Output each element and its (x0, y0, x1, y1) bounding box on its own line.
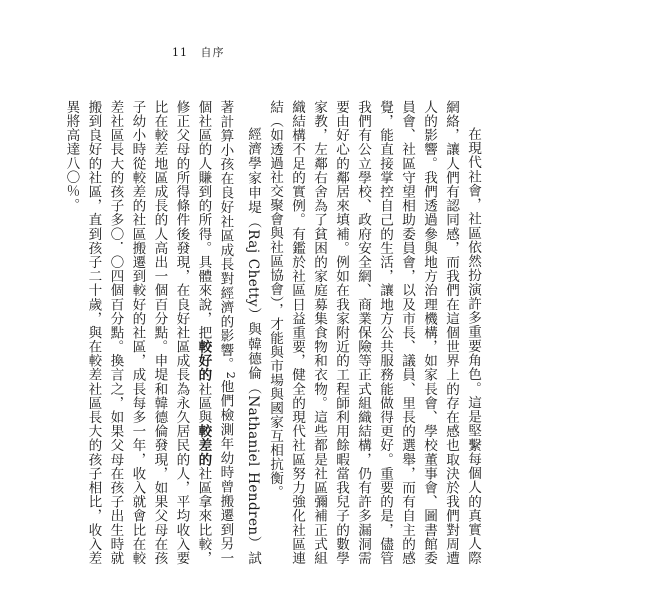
paragraph-2-seg-1: 經濟學家申堤（Raj Chetty）與韓德倫（Nathaniel Hendren）試著計算小孩在良好社區成長對經濟的影響。 (217, 100, 261, 565)
page-number: 11 (172, 46, 188, 59)
paragraph-1-text: 在現代社會，社區依然扮演許多重要角色。這是堅繫每個人的真實人際網絡，讓人們有認同感，而我們在這個世界上的存在感也取決於我們對周遭人的影響。我們透過參與地方治理機構，如家長會、學校董事會、圖書館委員會、社區守望相助委員會，以及市長、議員、里長的選舉，而有自主的感覺，能直接掌控自己的生活，讓地方公共服務能做得更好。重要的是，儘管我們有公立學校、政府安全網、商業保險等正式組織結構，仍有許多漏洞需要由好心的鄰居來填補。例如在我家附近的工程師利用餘暇當我兒子的數學家教，左鄰右舍為了貧困的家庭募集食物和衣物。這些都是社區彌補正式組織結構不足的實例。有鑑於社區日益重要，健全的現代社區努力強化社區連結（如透過社交聚會與社區協會），才能與市場與國家互相抗衡。 (267, 100, 481, 565)
footnote-marker: 2 (224, 371, 238, 380)
paragraph-2 (60, 100, 264, 565)
vertical-body-text (63, 100, 484, 566)
paragraph-2-seg-3: 他們檢測年幼時曾搬遷到另一個社區的人賺到的所得。具體來說，把 (195, 100, 234, 566)
paragraph-1 (264, 100, 484, 565)
paragraph-2-seg-5: 社區與 (195, 381, 212, 425)
body-text-block (63, 100, 484, 566)
emphasis-worse: 較差的 (195, 424, 212, 467)
emphasis-better: 較好的 (195, 339, 212, 382)
page-header (172, 44, 225, 60)
chapter-title: 自序 (200, 46, 225, 59)
paragraph-2-seg-7: 社區拿來比較，修正父母的所得條件後發現，在良好社區成長為永久居民的人，平均收入要比在較差地區成長的人高出一個百分點。申堤和韓德倫發現，如果父母在孩子幼小時從較差的社區搬遷到較好的社區，成長每多一年，收入就會比在較差社區長大的孩子多〇．〇四個百分點。換言之，如果父母在孩子出生時就搬到良好的社區，直到孩子二十歲，與在較差社區長大的孩子相比，收入差異將高達八〇％。 (63, 100, 212, 565)
